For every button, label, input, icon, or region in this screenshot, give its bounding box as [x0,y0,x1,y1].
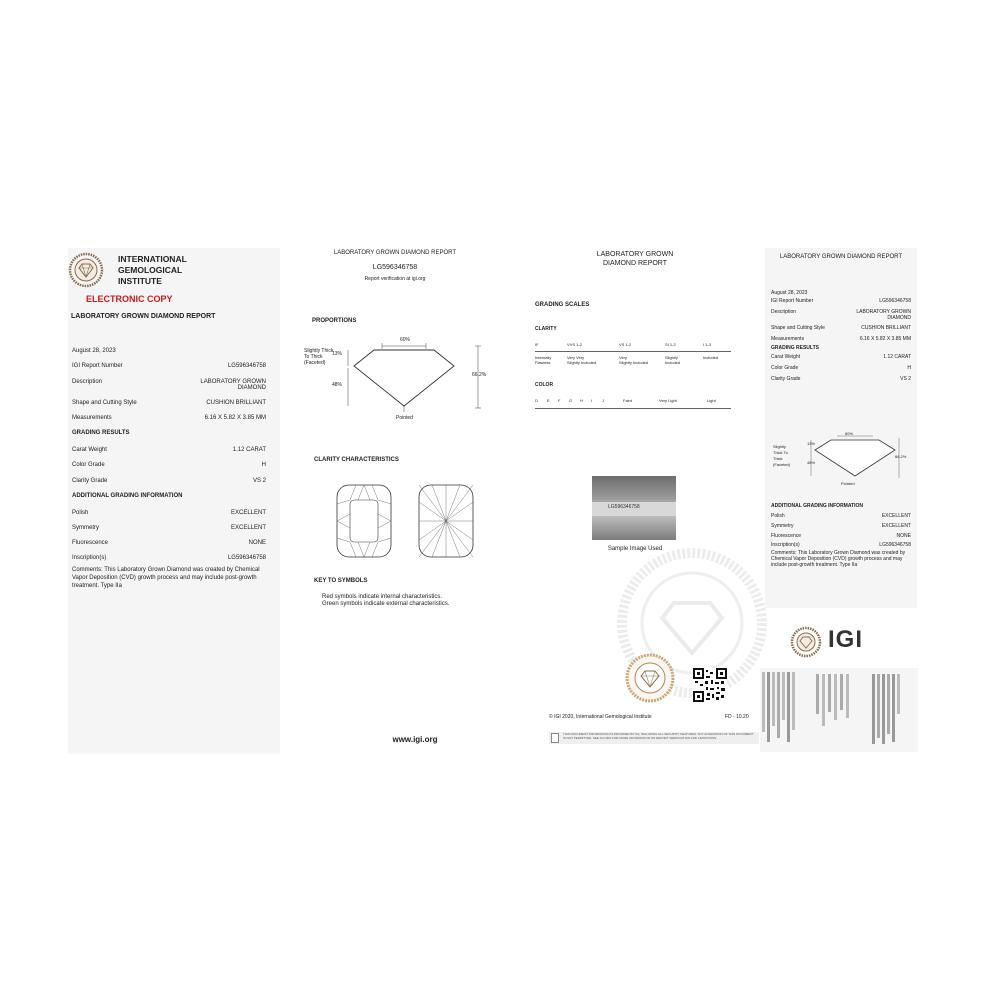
table-percent: 60% [400,337,411,343]
right-fluorescence-row: Fluorescence NONE [771,533,911,539]
right-crown-percent: 13% [807,441,816,446]
rotated-card-text-block-1 [762,672,802,748]
institute-name-line-3: INSTITUTE [118,276,162,286]
proportions-heading: PROPORTIONS [312,318,357,324]
key-line-red: Red symbols indicate internal characteristics. [322,594,443,600]
clarity-desc-i: Included [703,355,719,360]
rotated-card-back [760,668,918,752]
fluorescence-row: Fluorescence NONE [72,540,266,546]
grading-scales-panel [535,248,755,754]
clarity-grade-vs: VS 1-2 [619,342,632,347]
right-girdle-label: Slightly Thick To Thick (Faceted) [773,444,791,467]
field-report-number: IGI Report Number LG596346758 [72,363,266,369]
right-field-shape: Shape and Cutting Style CUSHION BRILLIANT [771,325,911,331]
middle-title: LABORATORY GROWN DIAMOND REPORT [333,250,457,256]
color-desc-light: Light [707,398,716,403]
culet-label: Pointed [396,415,413,421]
pavilion-percent: 48% [332,382,343,388]
additional-heading: ADDITIONAL GRADING INFORMATION [72,493,183,499]
clarity-plot-crown [336,484,392,558]
copyright-text: © IGI 2020, International Gemological Institute [549,714,652,720]
clarity-desc-vvs: Very Very Slightly Included [567,355,597,365]
right-field-measurements: Measurements 6.16 X 5.82 X 3.85 MM [771,336,911,342]
color-grade-h: H [580,398,583,403]
carat-weight-row: Carat Weight 1.12 CARAT [72,447,266,453]
right-culet-label: Pointed [841,481,855,486]
clarity-scale-line [535,351,731,352]
rotated-card-text-block-3 [872,674,916,746]
color-grade-d: D [535,398,538,403]
clarity-scale-heading: CLARITY [535,326,557,332]
right-pavilion-percent: 48% [807,460,816,465]
clarity-desc-if: Internally Flawless [535,355,552,365]
verification-text: Report verification at igi.org [364,276,426,282]
clarity-grade-if: IF [535,342,539,347]
right-color-grade-row: Color Grade H [771,365,911,371]
igi-gold-seal-icon [625,653,675,703]
field-description: Description LABORATORY GROWN DIAMOND [72,379,266,391]
electronic-copy-label: ELECTRONIC COPY [86,294,173,304]
disclaimer-strip [549,732,759,744]
report-title: LABORATORY GROWN DIAMOND REPORT [71,313,216,320]
disclaimer-text: THIS DOCUMENT INFORMATION IS PROVIDED BY IGI, INCLUDING ALL SECURITY FEATURES. ANY ALTERATION OF THIS DOCUMENT IS NOT PERMITTED. SEE IGI.ORG FOR MORE INFORMATION ON REPORT VERIFICATION AND LIMITATIONS. [563,733,754,740]
sample-inscription-image [592,476,676,540]
right-comments-text: Comments: This Laboratory Grown Diamond was created by Chemical Vapor Deposition (CVD) growth process and may include post-growth treatment. Type IIa [771,550,906,568]
key-to-symbols-heading: KEY TO SYMBOLS [314,578,368,584]
sample-caption: Sample Image Used [607,546,663,552]
inscription-row: Inscription(s) LG596346758 [72,555,266,561]
color-scale-line [535,408,731,409]
color-grade-i: I [591,398,593,403]
depth-percent: 66.2% [472,372,487,378]
right-title: LABORATORY GROWN DIAMOND REPORT [779,254,903,260]
right-table-percent: 60% [845,431,854,436]
color-grade-row: Color Grade H [72,462,266,468]
right-inscription-row: Inscription(s) LG596346758 [771,542,911,548]
clarity-grade-i: I 1-3 [703,342,712,347]
sample-inscription-text: LG596346758 [608,504,640,510]
color-grade-e: E [547,398,550,403]
color-grade-g: G [569,398,573,403]
color-desc-very-light: Very Light [659,398,677,403]
igi-logo-text: IGI [828,626,864,653]
qr-code[interactable] [693,668,727,702]
document-icon [551,733,559,743]
proportions-diagram [304,332,500,426]
color-grade-j: J [602,398,604,403]
clarity-grade-si: SI 1-2 [665,342,676,347]
polish-row: Polish EXCELLENT [72,510,266,516]
field-shape: Shape and Cutting Style CUSHION BRILLIANT [72,400,266,406]
right-symmetry-row: Symmetry EXCELLENT [771,523,911,529]
clarity-plot-pavilion [418,484,474,558]
field-measurements: Measurements 6.16 X 5.82 X 3.85 MM [72,415,266,421]
igi-logo-seal-icon [790,626,822,658]
right-polish-row: Polish EXCELLENT [771,513,911,519]
right-grading-results-heading: GRADING RESULTS [771,345,819,351]
right-report-panel [765,248,917,608]
right-date: August 28, 2023 [771,290,808,296]
crown-percent: 13% [332,351,343,357]
website-link[interactable]: www.igi.org [392,735,438,744]
rotated-card-text-block-2 [816,674,862,746]
symmetry-row: Symmetry EXCELLENT [72,525,266,531]
clarity-desc-vs: Very Slightly Included [619,355,649,365]
middle-report-number: LG596346758 [372,264,418,271]
grading-results-heading: GRADING RESULTS [72,430,130,436]
form-code: FD - 10.20 [725,714,749,720]
comments-text: Comments: This Laboratory Grown Diamond was created by Chemical Vapor Deposition (CVD) growth process and may include post-growth treatment. Type IIa [72,567,260,589]
igi-seal-icon [68,252,104,288]
right-clarity-grade-row: Clarity Grade VS 2 [771,376,911,382]
right-field-report-number: IGI Report Number LG596346758 [771,298,911,304]
grading-title: LABORATORY GROWN DIAMOND REPORT [596,251,674,267]
color-desc-faint: Faint [623,398,632,403]
right-depth-percent: 66.2% [895,454,907,459]
clarity-grade-row: Clarity Grade VS 2 [72,478,266,484]
color-grade-f: F [558,398,561,403]
igi-logo [790,624,890,660]
girdle-label: Slightly Thick To Thick (Faceted) [304,348,334,366]
right-field-description: Description LABORATORY GROWN DIAMOND [771,309,911,321]
clarity-desc-si: Slightly Included [665,355,681,365]
grading-scales-heading: GRADING SCALES [535,302,590,308]
institute-name-line-2: GEMOLOGICAL [118,265,183,275]
key-line-green: Green symbols indicate external characteristics. [322,601,450,607]
right-proportions-diagram [795,430,905,484]
right-additional-heading: ADDITIONAL GRADING INFORMATION [771,503,864,509]
institute-name-line-1: INTERNATIONAL [118,254,187,264]
right-carat-weight-row: Carat Weight 1.12 CARAT [771,354,911,360]
clarity-characteristics-heading: CLARITY CHARACTERISTICS [314,457,399,463]
color-scale-heading: COLOR [535,382,554,388]
clarity-grade-vvs: VVS 1-2 [567,342,582,347]
report-date: August 28, 2023 [72,348,116,354]
middle-report-panel [290,248,500,754]
left-report-panel [68,248,280,754]
